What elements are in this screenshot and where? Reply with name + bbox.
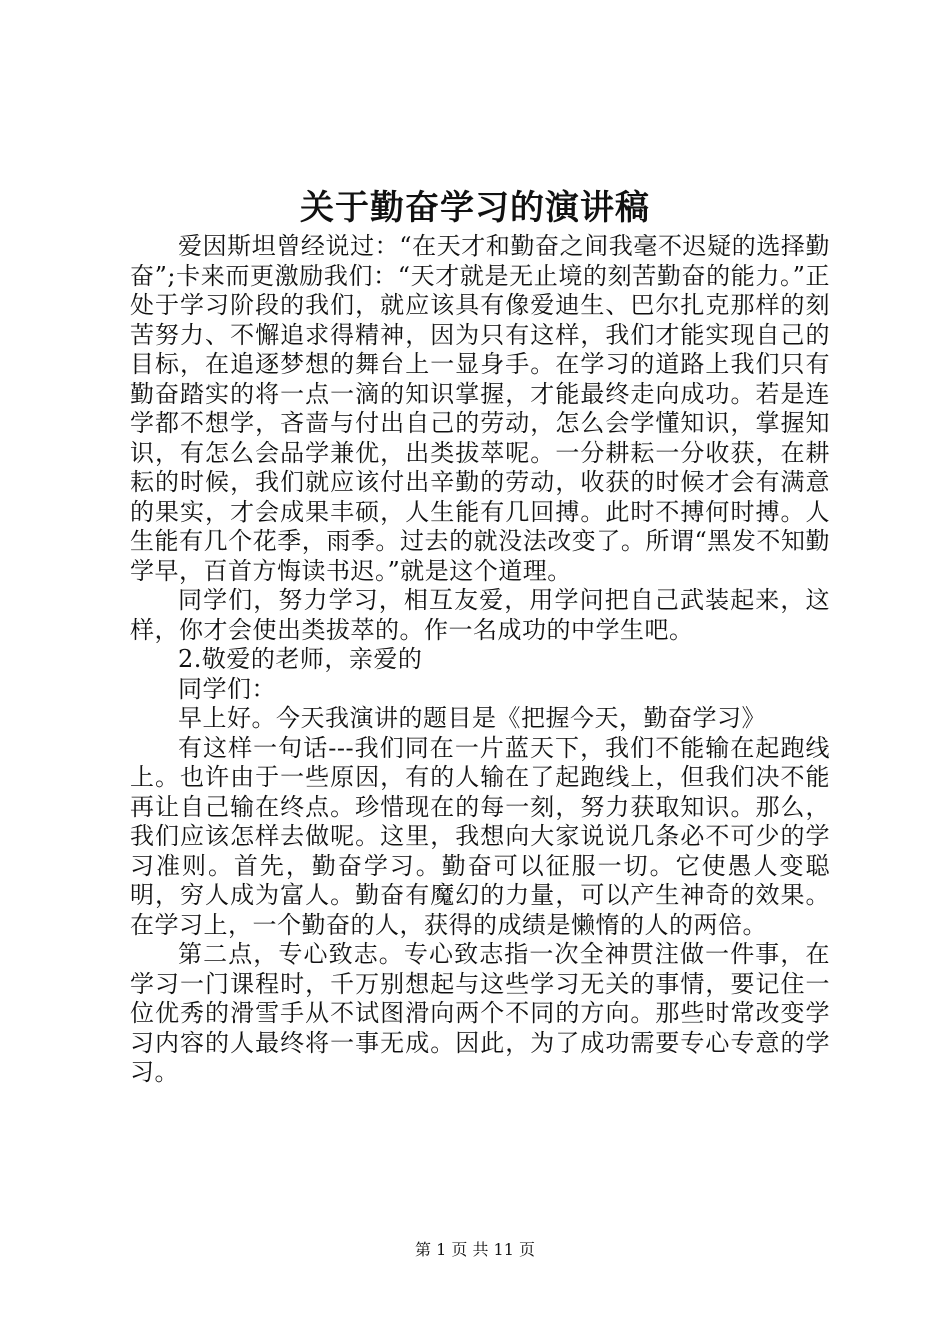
- paragraph: 同学们，努力学习，相互友爱，用学问把自己武装起来，这样，你才会使出类拔萃的。作一名成功的中学生吧。: [130, 586, 830, 644]
- paragraph: 同学们：: [178, 674, 276, 703]
- paragraph: 早上好。今天我演讲的题目是《把握今天，勤奋学习》: [178, 704, 766, 732]
- document-body: [130, 232, 830, 1088]
- paragraph: 爱因斯坦曾经说过：“在天才和勤奋之间我毫不迟疑的选择勤奋”;卡来而更激励我们：“天才就是无止境的刻苦勤奋的能力。”正处于学习阶段的我们，就应该具有像爱迪生、巴尔扎克那样的刻苦努力、不懈追求得精神，因为只有这样，我们才能实现自己的目标，在追逐梦想的舞台上一显身手。在学习的道路上我们只有勤奋踏实的将一点一滴的知识掌握，才能最终走向成功。若是连学都不想学，吝啬与付出自己的劳动，怎么会学懂知识，掌握知识，有怎么会品学兼优，出类拔萃呢。一分耕耘一分收获，在耕耘的时候，我们就应该付出辛勤的劳动，收获的时候才会有满意的果实，才会成果丰硕，人生能有几回搏。此时不搏何时搏。人生能有几个花季，雨季。过去的就没法改变了。所谓“黑发不知勤学早，百首方悔读书迟。”就是这个道理。: [130, 232, 830, 585]
- page-footer: 第 1 页 共 11 页: [415, 1240, 535, 1259]
- paragraph: 第二点，专心致志。专心致志指一次全神贯注做一件事，在学习一门课程时，千万别想起与这些学习无关的事情，要记住一位优秀的滑雪手从不试图滑向两个不同的方向。那些时常改变学习内容的人最终将一事无成。因此，为了成功需要专心专意的学习。: [130, 940, 830, 1086]
- paragraph: 有这样一句话---我们同在一片蓝天下，我们不能输在起跑线上。也许由于一些原因，有的人输在了起跑线上，但我们决不能再让自己输在终点。珍惜现在的每一刻，努力获取知识。那么，我们应该怎样去做呢。这里，我想向大家说说几条必不可少的学习准则。首先，勤奋学习。勤奋可以征服一切。它使愚人变聪明，穷人成为富人。勤奋有魔幻的力量，可以产生神奇的效果。在学习上，一个勤奋的人，获得的成绩是懒惰的人的两倍。: [130, 733, 830, 939]
- document-title: 关于勤奋学习的演讲稿: [300, 188, 650, 228]
- paragraph: 2.敬爱的老师，亲爱的: [178, 645, 423, 673]
